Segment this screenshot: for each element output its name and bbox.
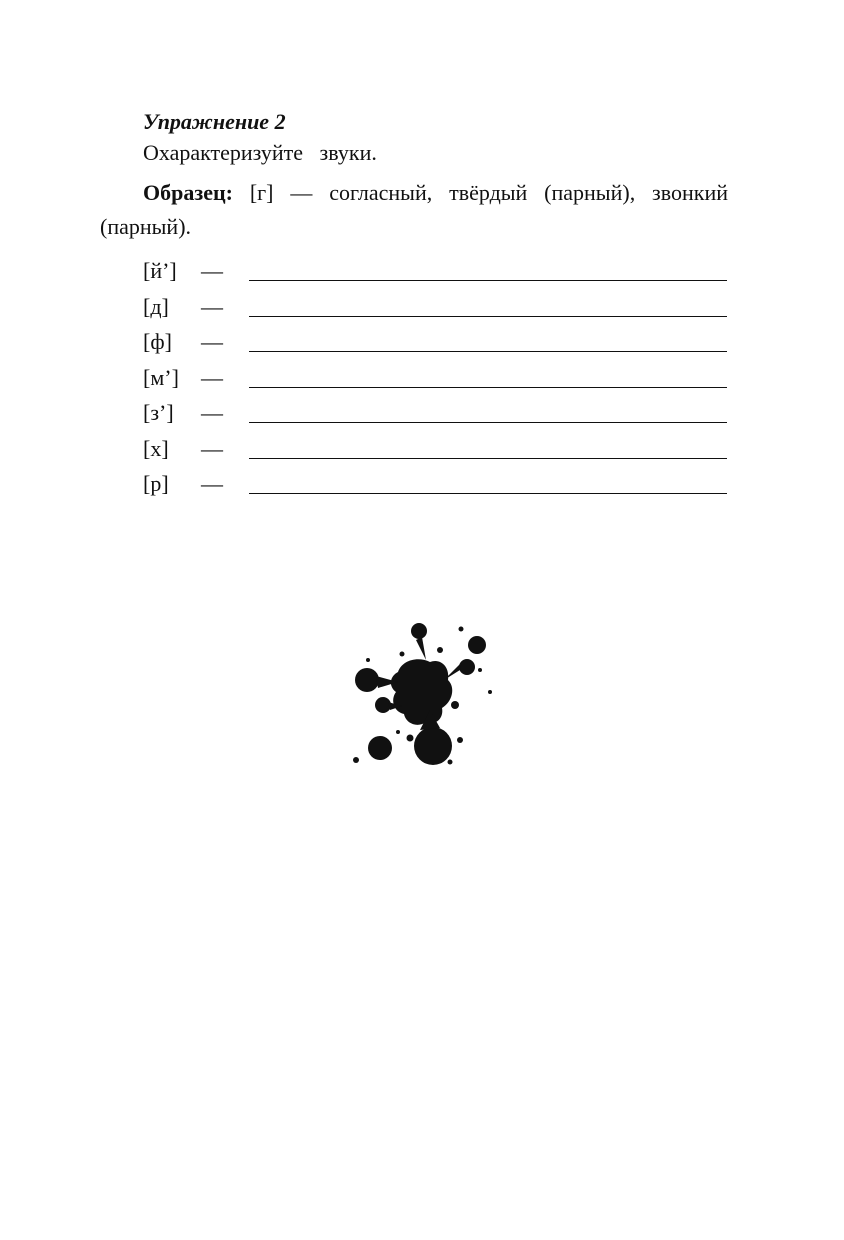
sound-label: [й’]	[143, 258, 177, 283]
sample-label: Образец:	[143, 180, 233, 205]
sound-label: [ф]	[143, 329, 172, 354]
answer-input[interactable]	[249, 493, 727, 494]
answer-input[interactable]	[249, 316, 727, 317]
answer-row	[143, 469, 727, 505]
answer-input[interactable]	[249, 422, 727, 423]
answer-input[interactable]	[249, 280, 727, 281]
answer-input[interactable]	[249, 351, 727, 352]
answer-row	[143, 434, 727, 470]
exercise-instruction: Охарактеризуйте звуки.	[143, 140, 377, 165]
row-dash: —	[201, 293, 223, 319]
answer-rows	[143, 256, 727, 505]
exercise-title: Упражнение 2	[143, 109, 286, 134]
row-dash: —	[201, 435, 223, 461]
answer-row	[143, 292, 727, 328]
sample-text: [г] — согласный, твёрдый (парный), звонкий (парный).	[100, 180, 728, 239]
row-dash: —	[201, 471, 223, 496]
answer-row	[143, 398, 727, 434]
answer-row	[143, 256, 727, 292]
sound-label: [м’]	[143, 364, 179, 390]
answer-input[interactable]	[249, 458, 727, 459]
row-dash: —	[201, 329, 223, 354]
sound-label: [х]	[143, 435, 169, 461]
ink-blot-icon	[340, 610, 510, 780]
sound-label: [д]	[143, 293, 169, 319]
row-dash: —	[201, 364, 223, 390]
sample-paragraph	[100, 176, 728, 244]
answer-input[interactable]	[249, 387, 727, 388]
sound-label: [з’]	[143, 400, 174, 425]
answer-row	[143, 327, 727, 363]
row-dash: —	[201, 258, 223, 283]
sound-label: [р]	[143, 471, 169, 496]
answer-row	[143, 363, 727, 399]
row-dash: —	[201, 400, 223, 425]
